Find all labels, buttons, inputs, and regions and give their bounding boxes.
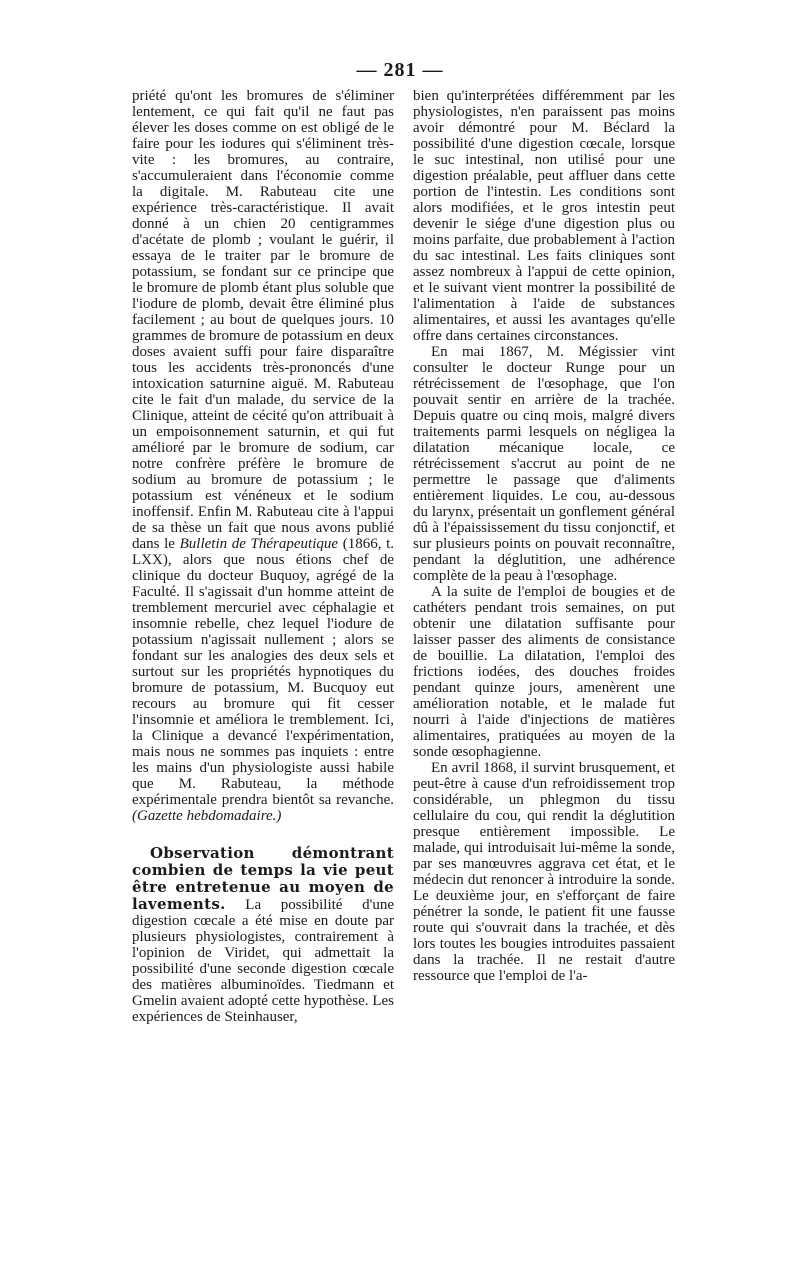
right-paragraph-3: A la suite de l'emploi de bougies et de cathéters pendant trois semaines, on put obtenir une dilatation suffisante pour laisser passer des aliments de consistance de bouillie. La dilatation, l'emploi des frictions iodées, des douches froides pendant quinze jours, amenèrent une amélioration notable, et le malade fut nourri à l'aide d'injections de matières alimentaires, pratiquées au moyen de la sonde œsophagienne. (413, 584, 675, 760)
right-paragraph-2: En mai 1867, M. Mégissier vint consulter le docteur Runge pour un rétrécissement de l'œsophage, que l'on pouvait sentir en arrière de la trachée. Depuis quatre ou cinq mois, malgré divers traitements parmi lesquels on négligea la dilatation mécanique locale, ce rétrécissement s'accrut au point de ne permettre le passage que d'aliments entièrement liquides. Le cou, au-dessous du larynx, présentait un gonflement général dû à l'épaississement du tissu conjonctif, et sur plusieurs points on pouvait reconnaître, pendant la déglutition, une adhérence complète de la peau à l'œsophage. (413, 344, 675, 584)
left-paragraph-1-continued: (1866, t. LXX), alors que nous étions chef de clinique du docteur Buquoy, agrégé de la Faculté. Il s'agissait d'un homme atteint de tremblement mercuriel avec céphalagie et insomnie rebelle, chez lequel l'iodure de potassium n'agissait nullement ; alors se fondant sur les analogies des deux sels et surtout sur les propriétés hypnotiques du bromure de potassium, M. Bucquoy eut recours au bromure qui fit cesser l'insomnie et améliora le tremblement. Ici, la Clinique a devancé l'expérimentation, mais nous ne sommes pas inquiets : entre les mains d'un physiologiste aussi habile que M. Rabuteau, la méthode expérimentale prendra bientôt sa revanche. (132, 536, 395, 808)
bulletin-title: Bulletin de Thérapeutique (179, 536, 339, 552)
left-paragraph-1-text: priété qu'ont les bromures de s'éliminer lentement, ce qui fait qu'il ne faut pas élever les doses comme on est obligé de le faire pour les iodures qui s'éliminent très-vite : les bromures, au contraire, s'accumuleraient dans l'économie comme la digitale. M. Rabuteau cite une expérience très-caractéristique. Il avait donné à un chien 20 centigrammes d'acétate de plomb ; voulant le guérir, il essaya de le traiter par le bromure de potassium, se fondant sur ce principe que le bromure de plomb étant plus soluble que l'iodure de plomb, devait être éliminé plus facilement ; au bout de quelques jours. 10 grammes de bromure de potassium en deux doses avaient suffi pour faire disparaître tous les accidents très-prononcés d'une intoxication saturnine aiguë. M. Rabuteau cite le fait d'un malade, du service de la Clinique, atteint de cécité qu'on attribuait à un empoisonnement saturnin, et qui fut amélioré par le bromure de sodium, car notre confrère préfère le bromure de sodium au bromure de potassium ; le potassium est vénéneux et le sodium inoffensif. Enfin M. Rabuteau cite à l'appui de sa thèse un fait que nous avons publié dans le (132, 88, 394, 552)
right-paragraph-4: En avril 1868, il survint brusquement, et peut-être à cause d'un refroidissement trop considérable, un phlegmon du tissu cellulaire du cou, qui rendit la déglutition presque entièrement impossible. Le malade, qui introduisait lui-même la sonde, par ses manœuvres aggrava cet état, et le médecin dut renoncer à introduire la sonde. Le deuxième jour, en s'efforçant de faire pénétrer la sonde, le patient fit une fausse route qui s'ouvrait dans la trachée, et dès lors toutes les bougies introduites passaient dans la trachée. Il ne restait d'autre ressource que l'emploi de l'a- (413, 760, 675, 984)
left-column (132, 88, 394, 1025)
observation-body: La possibilité d'une digestion cœcale a été mise en doute par plusieurs physiologistes, contrairement à l'opinion de Viridet, qui admettait la possibilité d'une seconde digestion cœcale des matières albuminoïdes. Tiedmann et Gmelin avaient adopté cette hypothèse. Les expériences de Steinhauser, (132, 897, 394, 1025)
right-paragraph-1: bien qu'interprétées différemment par les physiologistes, n'en paraissent pas moins avoir démontré pour M. Béclard la possibilité d'une digestion cœcale, lorsque le suc intestinal, non utilisé pour une digestion préalable, peut affluer dans cette portion de l'intestin. Les conditions sont alors modifiées, et le gros intestin peut devenir le siége d'une digestion plus ou moins parfaite, due probablement à l'action du sac intestinal. Les faits cliniques sont assez nombreux à l'appui de cette opinion, et le suivant vient montrer la possibilité de l'alimentation à l'aide de substances alimentaires, et aussi les avantages qu'elle offre dans certaines circonstances. (413, 88, 675, 344)
page-number: — 281 — (356, 59, 444, 81)
source-citation: (Gazette hebdomadaire.) (132, 808, 282, 824)
left-paragraph-1 (132, 88, 394, 824)
observation-heading: Observation démontrant combien de temps la vie peut être entretenue au moyen de lavements. (132, 844, 394, 913)
observation-section (132, 845, 394, 1025)
right-column (413, 88, 675, 984)
